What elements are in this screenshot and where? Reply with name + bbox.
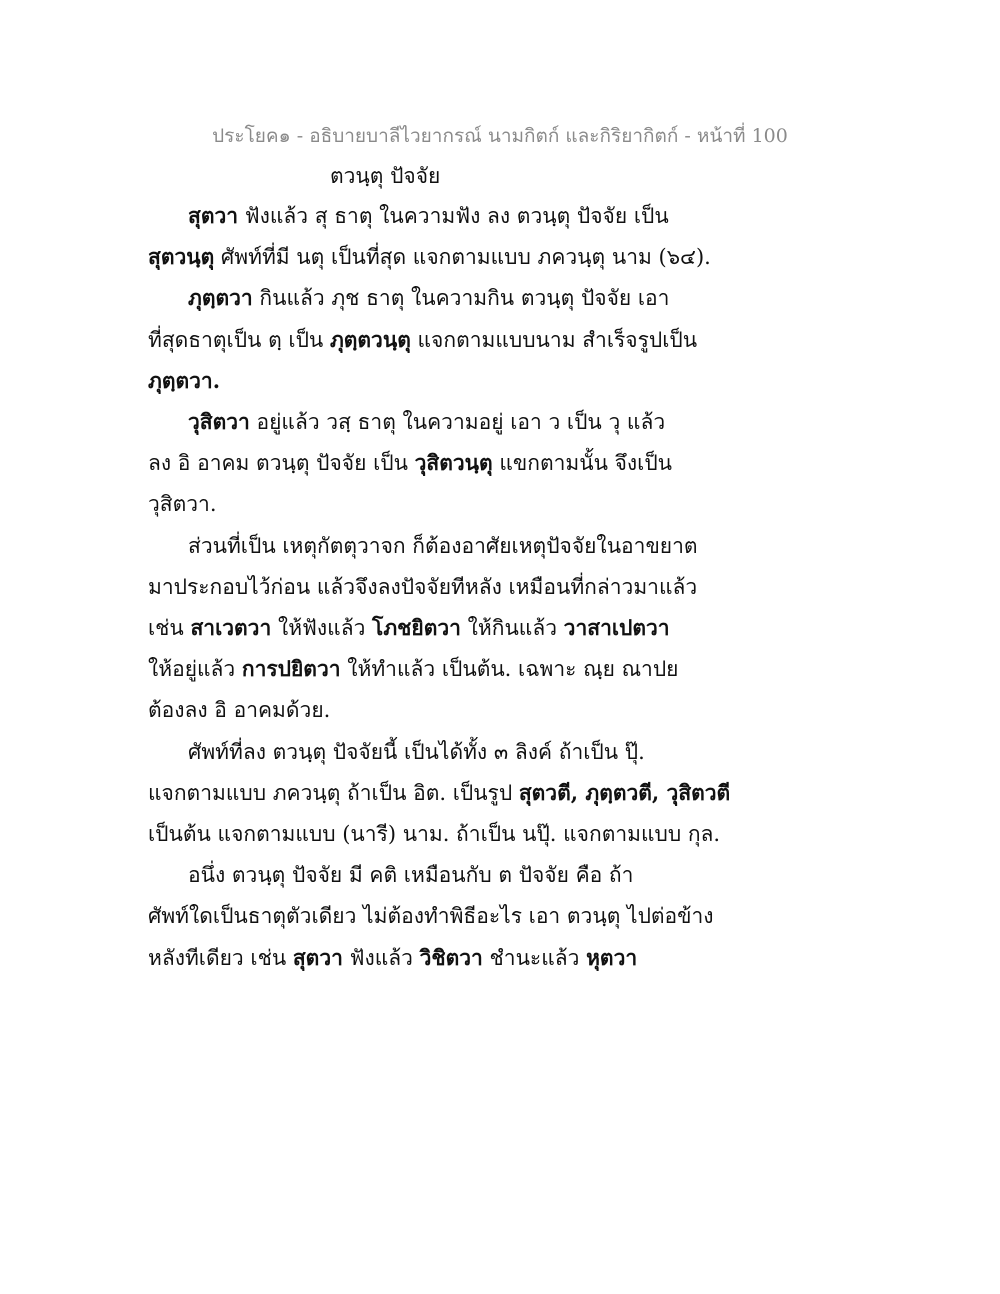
text-run: ฟังแล้ว	[342, 946, 420, 970]
text-line	[148, 778, 730, 808]
pali-term: วิชิตวา	[419, 945, 483, 970]
pali-term: สาเวตวา	[190, 615, 272, 640]
pali-term: สุตวตี, ภุตฺตวตี, วุสิตวตี	[518, 780, 731, 805]
text-line	[148, 901, 714, 931]
text-run: อยู่แล้ว วสฺ ธาตุ ในความอยู่ เอา ว เป็น วุ แล้ว	[249, 410, 666, 434]
pali-term: สุตวา	[292, 945, 343, 970]
text-run: เช่น	[148, 616, 191, 640]
text-run: มาประกอบไว้ก่อน แล้วจึงลงปัจจัยทีหลัง เหมือนที่กล่าวมาแล้ว	[148, 575, 698, 599]
pali-term: ภุตฺตวา.	[148, 368, 221, 393]
text-line	[188, 201, 669, 231]
pali-term: โภชยิตวา	[372, 615, 461, 640]
pali-term: วาสาเปตวา	[563, 615, 670, 640]
text-run: ส่วนที่เป็น เหตุกัตตุวาจก ก็ต้องอาศัยเหตุปัจจัยในอาขยาต	[188, 534, 698, 558]
text-run: ให้อยู่แล้ว	[148, 657, 242, 681]
text-run: แจกตามแบบนาม สำเร็จรูปเป็น	[410, 328, 698, 352]
text-run: แขกตามนั้น จึงเป็น	[492, 451, 673, 475]
text-run: ให้กินแล้ว	[460, 616, 564, 640]
text-run: แจกตามแบบ ภควนฺตุ ถ้าเป็น อิต. เป็นรูป	[148, 781, 519, 805]
text-run: ลง อิ อาคม ตวนฺตุ ปัจจัย เป็น	[148, 451, 415, 475]
text-run: ฟังแล้ว สุ ธาตุ ในความฟัง ลง ตวนฺตุ ปัจจัย เป็น	[238, 204, 669, 228]
text-line	[148, 325, 697, 355]
text-run: ศัพท์ที่มี นตุ เป็นที่สุด แจกตามแบบ ภควนฺตุ นาม (๖๔).	[214, 245, 711, 269]
text-run: ชำนะแล้ว	[482, 946, 587, 970]
text-run: ให้ทำแล้ว เป็นต้น. เฉพาะ ณฺย ณาปย	[340, 657, 679, 681]
text-line	[188, 407, 665, 437]
text-line	[188, 283, 669, 313]
text-line	[148, 242, 711, 272]
text-line	[148, 572, 697, 602]
section-title: ตวนฺตุ ปัจจัย	[330, 164, 441, 188]
text-run: ที่สุดธาตุเป็น ตฺ เป็น	[148, 328, 330, 352]
pali-term: ภุตฺตวา	[188, 285, 253, 310]
text-run: ให้ฟังแล้ว	[271, 616, 373, 640]
text-run: ศัพท์ที่ลง ตวนฺตุ ปัจจัยนี้ เป็นได้ทั้ง ๓ ลิงค์ ถ้าเป็น ปุ๊.	[188, 740, 645, 764]
text-run: วุสิตวา.	[148, 492, 217, 516]
pali-term: วุสิตวา	[188, 409, 250, 434]
text-line	[148, 448, 672, 478]
text-line	[148, 819, 720, 849]
text-line	[188, 737, 645, 767]
pali-term: การปยิตวา	[241, 656, 341, 681]
running-head: ประโยค๑ - อธิบายบาลีไวยากรณ์ นามกิตก์ และกิริยากิตก์ - หน้าที่ 100	[212, 125, 788, 147]
text-line	[148, 654, 678, 684]
text-run: หลังทีเดียว เช่น	[148, 946, 293, 970]
text-run: ศัพท์ใดเป็นธาตุตัวเดียว ไม่ต้องทำพิธีอะไร เอา ตวนฺตุ ไปต่อข้าง	[148, 904, 714, 928]
text-run: เป็นต้น แจกตามแบบ (นารี) นาม. ถ้าเป็น นปุ๊. แจกตามแบบ กุล.	[148, 822, 721, 846]
text-line	[148, 695, 330, 725]
text-line	[148, 943, 637, 973]
text-line	[188, 531, 698, 561]
text-line	[148, 489, 217, 519]
pali-term: หุตวา	[586, 945, 638, 970]
text-run: ต้องลง อิ อาคมด้วย.	[148, 698, 331, 722]
pali-term: สุตวา	[188, 203, 239, 228]
text-run: อนึ่ง ตวนฺตุ ปัจจัย มี คติ เหมือนกับ ต ปัจจัย คือ ถ้า	[188, 863, 634, 887]
text-run: กินแล้ว ภุช ธาตุ ในความกิน ตวนฺตุ ปัจจัย เอา	[252, 286, 670, 310]
text-line	[188, 860, 633, 890]
pali-term: ภุตฺตวนฺตุ	[329, 327, 411, 352]
pali-term: สุตวนฺตุ	[148, 244, 215, 269]
text-line	[148, 613, 670, 643]
text-line	[148, 366, 220, 396]
pali-term: วุสิตวนฺตุ	[414, 450, 493, 475]
